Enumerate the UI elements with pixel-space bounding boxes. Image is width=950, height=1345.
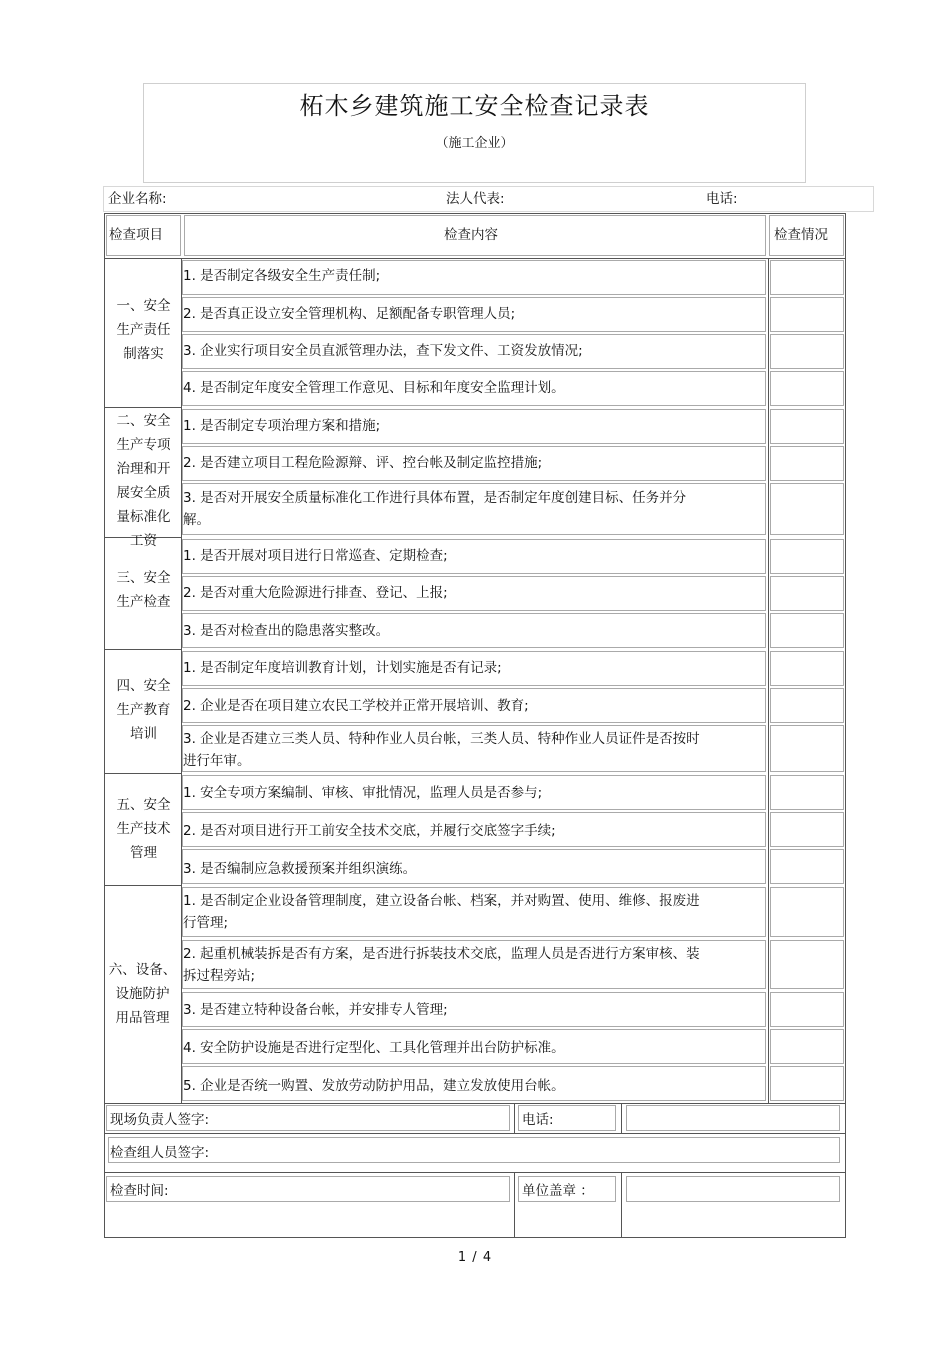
status-cell[interactable] [770,651,844,686]
category-6-line: 设施防护 [115,986,170,1002]
footer-divider-v [514,1104,515,1133]
footer-divider [105,1103,845,1104]
status-cell[interactable] [770,1029,844,1064]
category-6-line: 六、设备、 [108,962,177,978]
category-2-line: 工资 [130,533,157,549]
category-1-line: 生产责任 [116,322,171,338]
section-divider [105,407,182,408]
status-divider [768,258,769,1103]
status-cell[interactable] [770,849,844,884]
category-4-line: 四、安全 [116,678,171,694]
phone-field[interactable] [626,1105,840,1131]
category-2-line: 展安全质 [116,485,171,501]
category-1 [106,294,181,366]
status-cell[interactable] [770,260,844,295]
status-cell[interactable] [770,483,844,535]
category-4-line: 培训 [130,726,157,742]
header-status: 检查情况 [774,227,828,243]
category-2-line: 治理和开 [116,461,171,477]
category-3 [106,566,181,614]
status-cell[interactable] [770,409,844,444]
status-cell[interactable] [770,1066,844,1101]
category-2-line: 二、安全 [116,413,171,429]
category-3-line: 三、安全 [116,570,171,586]
row-divider [105,258,845,259]
category-3-line: 生产检查 [116,594,171,610]
company-name-label: 企业名称: [108,191,167,207]
status-cell[interactable] [770,613,844,648]
check-item: 1. 安全专项方案编制、审核、审批情况，监理人员是否参与; [183,785,543,801]
category-6-line: 用品管理 [115,1010,170,1026]
check-item: 3. 是否建立特种设备台帐，并安排专人管理; [183,1002,448,1018]
company-phone-label: 电话: [706,191,738,207]
check-item: 1. 是否制定各级安全生产责任制; [183,268,381,284]
inspectors-signature-field[interactable] [108,1137,840,1163]
category-1-line: 制落实 [123,346,164,362]
inspectors-label: 检查组人员签字: [110,1145,210,1161]
section-divider [105,885,182,886]
header-item: 检查项目 [109,227,163,243]
check-item: 3. 是否对开展安全质量标准化工作进行具体布置，是否制定年度创建目标、任务并分解。 [183,490,687,528]
check-item: 3. 企业实行项目安全员直派管理办法，查下发文件、工资发放情况; [183,343,583,359]
check-item: 2. 起重机械装拆是否有方案，是否进行拆装技术交底，监理人员是否进行方案审核、装拆过程旁站; [183,946,700,984]
status-cell[interactable] [770,992,844,1027]
page-number: 1 / 4 [457,1250,493,1265]
check-item: 1. 是否制定企业设备管理制度，建立设备台帐、档案，并对购置、使用、维修、报废进行管理; [183,893,700,931]
footer-divider [105,1133,845,1134]
seal-field[interactable] [626,1176,840,1202]
status-cell[interactable] [770,446,844,481]
document-subtitle: （施工企业） [435,136,514,151]
check-item: 4. 是否制定年度安全管理工作意见、目标和年度安全监理计划。 [183,380,565,396]
check-item: 3. 是否编制应急救援预案并组织演练。 [183,861,417,877]
status-cell[interactable] [770,775,844,810]
check-item: 1. 是否制定专项治理方案和措施; [183,418,381,434]
status-cell[interactable] [770,940,844,989]
category-5-line: 五、安全 [116,797,171,813]
status-cell[interactable] [770,576,844,611]
header-content: 检查内容 [444,227,498,243]
check-item: 3. 是否对检查出的隐患落实整改。 [183,623,390,639]
check-item: 4. 安全防护设施是否进行定型化、工具化管理并出台防护标准。 [183,1040,565,1056]
status-cell[interactable] [770,688,844,723]
check-item: 2. 是否对重大危险源进行排查、登记、上报; [183,585,448,601]
section-divider [105,649,182,650]
category-4 [106,674,181,746]
seal-label: 单位盖章 ： [522,1183,594,1199]
check-item: 1. 是否开展对项目进行日常巡查、定期检查; [183,548,448,564]
category-2 [106,409,181,553]
site-manager-label: 现场负责人签字: [110,1112,210,1128]
status-cell[interactable] [770,371,844,406]
category-5 [106,793,181,865]
status-cell[interactable] [770,539,844,574]
check-item: 3. 企业是否建立三类人员、特种作业人员台帐，三类人员、特种作业人员证件是否按时进行年审。 [183,731,700,769]
check-item: 2. 是否对项目进行开工前安全技术交底，并履行交底签字手续; [183,823,556,839]
category-5-line: 管理 [130,845,157,861]
category-6 [103,958,182,1030]
status-cell[interactable] [770,887,844,937]
status-cell[interactable] [770,725,844,772]
status-cell[interactable] [770,812,844,847]
section-divider [105,773,182,774]
category-4-line: 生产教育 [116,702,171,718]
check-time-label: 检查时间: [110,1183,169,1199]
check-item: 2. 是否真正设立安全管理机构、足额配备专职管理人员; [183,306,516,322]
footer-divider-v [621,1104,622,1133]
status-cell[interactable] [770,334,844,369]
category-2-line: 量标准化 [116,509,171,525]
check-item: 2. 企业是否在项目建立农民工学校并正常开展培训、教育; [183,698,529,714]
footer-divider [105,1172,845,1173]
check-item: 2. 是否建立项目工程危险源辩、评、控台帐及制定监控措施; [183,455,543,471]
category-1-line: 一、安全 [116,298,171,314]
footer-divider-v [514,1173,515,1238]
category-2-line: 生产专项 [116,437,171,453]
category-5-line: 生产技术 [116,821,171,837]
check-item: 5. 企业是否统一购置、发放劳动防护用品，建立发放使用台帐。 [183,1078,565,1094]
document-title: 柘木乡建筑施工安全检查记录表 [299,92,650,120]
legal-rep-label: 法人代表: [446,191,505,207]
check-item: 1. 是否制定年度培训教育计划，计划实施是否有记录; [183,660,502,676]
footer-phone-label: 电话: [522,1112,554,1128]
status-cell[interactable] [770,297,844,332]
footer-divider-v [621,1173,622,1238]
